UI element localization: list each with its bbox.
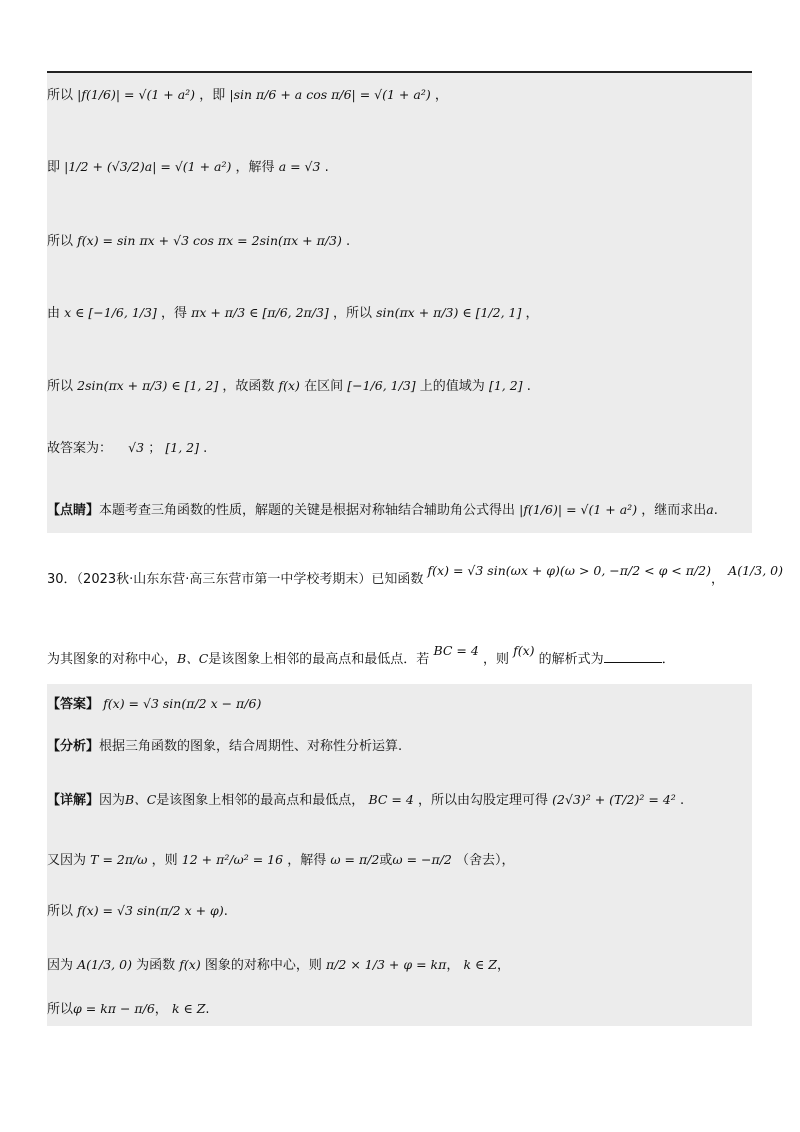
analysis-label: 【分析】 [47, 739, 100, 754]
solution-final-answer: 故答案为： √3 ； [1, 2] . [47, 440, 208, 456]
question-30-line-2: 为其图象的对称中心，B、C是该图象上相邻的最高点和最低点．若 BC = 4 ，则 f(x) 的解析式为 ． [47, 643, 675, 667]
detail-line-2: 又因为 T = 2π/ω ，则 12 + π²/ω² = 16 ，解得 ω = π/2或ω = −π/2 （舍去）， [47, 852, 515, 868]
pythagoras-formula: (2√3)² + (T/2)² = 4² [552, 792, 676, 807]
answer-line [47, 695, 261, 714]
detail-line-1: 【详解】因为B、C是该图象上相邻的最高点和最低点， BC = 4 ，所以由勾股定理可得 (2√3)² + (T/2)² = 4² . [47, 792, 685, 808]
question-30-line-1: 30．（2023秋·山东东营·高三东营市第一中学校考期末）已知函数 f(x) = √3 sin(ωx + φ)(ω > 0, −π/2 < φ < π/2)， A(1/3, 0) [47, 563, 783, 587]
question-number: 30． [47, 572, 77, 587]
solution-shaded-block [47, 73, 752, 533]
formula-sin-cos: |sin π/6 + a cos π/6| = √(1 + a²) [229, 87, 431, 102]
answer-label: 【答案】 [47, 697, 100, 712]
answer-formula: f(x) = √3 sin(π/2 x − π/6) [103, 696, 262, 711]
formula-arg-range: πx + π/3 ∈ [π/6, 2π/3] [191, 305, 329, 320]
question-condition: BC = 4 [433, 643, 479, 658]
question-point-a: A(1/3, 0) [728, 563, 783, 578]
solution-line-5: 所以 2sin(πx + π/3) ∈ [1, 2] ，故函数 f(x) 在区间 [−1/6, 1/3] 上的值域为 [1, 2] . [47, 378, 531, 394]
detail-line-5: 所以φ = kπ − π/6， k ∈ Z. [47, 1001, 210, 1017]
question-source: （2023秋·山东东营·高三东营市第一中学校考期末）已知函数 [76, 572, 424, 587]
tip-label: 【点睛】 [47, 503, 100, 518]
detail-label: 【详解】 [47, 793, 100, 808]
formula-x-range: x ∈ [−1/6, 1/3] [64, 305, 157, 320]
range-value: [1, 2] [488, 378, 523, 393]
answer-blank [604, 650, 662, 663]
solution-line-4: 由 x ∈ [−1/6, 1/3] ，得 πx + π/3 ∈ [π/6, 2π/3] ，所以 sin(πx + π/3) ∈ [1/2, 1] ， [47, 305, 539, 321]
interval: [−1/6, 1/3] [347, 378, 416, 393]
solution-line-1: 所以 |f(1/6)| = √(1 + a²) ，即 |sin π/6 + a cos π/6| = √(1 + a²) ， [47, 87, 448, 103]
formula-2sin-range: 2sin(πx + π/3) ∈ [1, 2] [77, 378, 219, 393]
tip-line: 【点睛】本题考查三角函数的性质，解题的关键是根据对称轴结合辅助角公式得出 |f(1/6)| = √(1 + a²) ，继而求出a. [47, 502, 718, 518]
detail-line-3: 所以 f(x) = √3 sin(π/2 x + φ). [47, 903, 228, 919]
solution-line-2: 即 |1/2 + (√3/2)a| = √(1 + a²) ，解得 a = √3 . [47, 159, 329, 175]
formula-sin-range: sin(πx + π/3) ∈ [1/2, 1] [376, 305, 522, 320]
analysis-line: 【分析】根据三角函数的图象，结合周期性、对称性分析运算. [47, 739, 403, 754]
result-a: a = √3 [278, 159, 321, 174]
formula-fx: f(x) = sin πx + √3 cos πx = 2sin(πx + π/3) [77, 233, 342, 248]
formula-f-one-sixth: |f(1/6)| = √(1 + a²) [77, 87, 196, 102]
detail-line-4: 因为 A(1/3, 0) 为函数 f(x) 图象的对称中心，则 π/2 × 1/3 + φ = kπ， k ∈ Z， [47, 957, 510, 973]
tip-formula: |f(1/6)| = √(1 + a²) [519, 502, 638, 517]
solution-line-3: 所以 f(x) = sin πx + √3 cos πx = 2sin(πx + π/3) . [47, 233, 351, 249]
question-function: f(x) = √3 sin(ωx + φ)(ω > 0, −π/2 < φ < π/2) [427, 563, 712, 578]
formula-abs-eq: |1/2 + (√3/2)a| = √(1 + a²) [64, 159, 232, 174]
